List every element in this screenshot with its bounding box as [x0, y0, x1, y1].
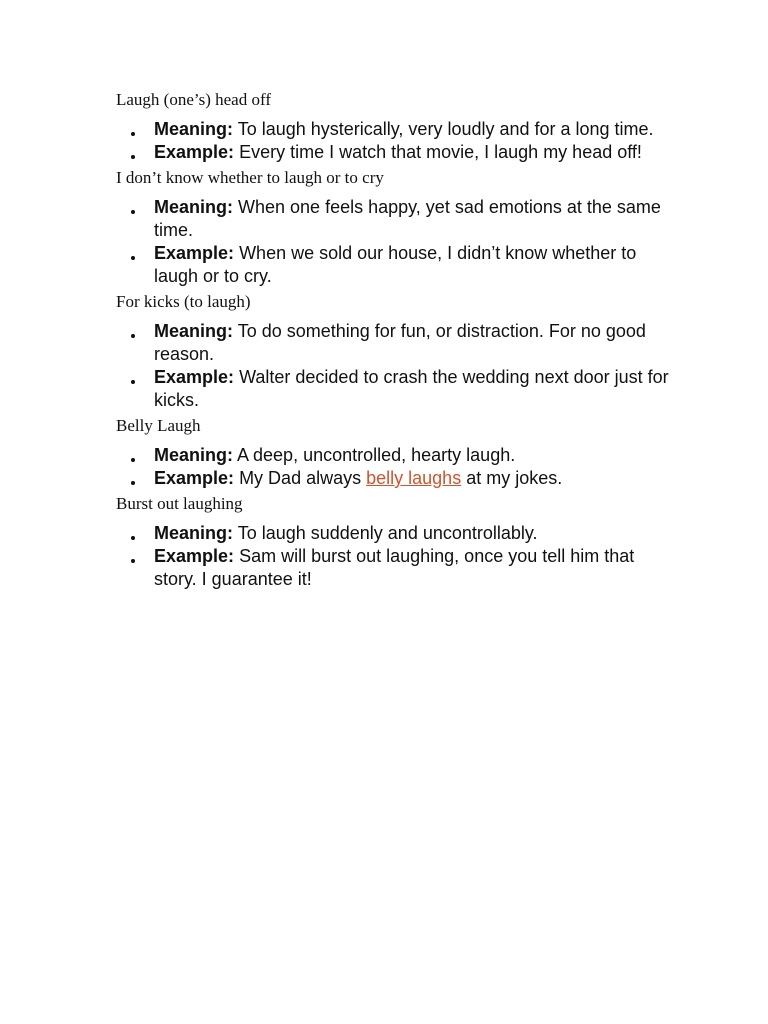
meaning-label: Meaning:: [154, 119, 233, 139]
document-page: [116, 88, 676, 593]
example-text-before: My Dad always: [239, 468, 362, 488]
example-item: [116, 242, 676, 288]
idiom-section: [116, 88, 676, 164]
example-text: When we sold our house, I didn’t know whether to laugh or to cry.: [154, 243, 637, 286]
meaning-item: [116, 522, 676, 545]
example-label: Example:: [154, 367, 235, 387]
idiom-details-list: [116, 118, 676, 164]
meaning-text: To laugh suddenly and uncontrollably.: [237, 523, 538, 543]
idiom-heading: Belly Laugh: [116, 416, 201, 435]
example-text: Every time I watch that movie, I laugh my head off!: [239, 142, 642, 162]
meaning-label: Meaning:: [154, 321, 233, 341]
example-label: Example:: [154, 546, 235, 566]
meaning-label: Meaning:: [154, 445, 233, 465]
meaning-text: To laugh hysterically, very loudly and for a long time.: [237, 119, 654, 139]
example-text: Sam will burst out laughing, once you tell him that story. I guarantee it!: [154, 546, 635, 589]
idiom-heading: Laugh (one’s) head off: [116, 90, 271, 109]
example-item: [116, 141, 676, 164]
example-label: Example:: [154, 142, 235, 162]
idiom-details-list: [116, 196, 676, 288]
idiom-details-list: [116, 444, 676, 490]
meaning-item: [116, 196, 676, 242]
example-label: Example:: [154, 468, 235, 488]
example-item: [116, 545, 676, 591]
belly-laughs-link[interactable]: belly laughs: [366, 468, 462, 488]
idiom-section: [116, 166, 676, 288]
meaning-text: When one feels happy, yet sad emotions at the same time.: [154, 197, 661, 240]
idiom-section: [116, 290, 676, 412]
meaning-text: To do something for fun, or distraction. For no good reason.: [154, 321, 646, 364]
meaning-label: Meaning:: [154, 197, 233, 217]
idiom-heading: For kicks (to laugh): [116, 292, 251, 311]
idiom-section: [116, 492, 676, 591]
idiom-heading: Burst out laughing: [116, 494, 243, 513]
idiom-heading: I don’t know whether to laugh or to cry: [116, 168, 384, 187]
example-item: [116, 366, 676, 412]
example-label: Example:: [154, 243, 235, 263]
idiom-details-list: [116, 522, 676, 591]
meaning-item: [116, 118, 676, 141]
meaning-item: [116, 444, 676, 467]
meaning-item: [116, 320, 676, 366]
meaning-label: Meaning:: [154, 523, 233, 543]
idiom-details-list: [116, 320, 676, 412]
example-item: [116, 467, 676, 490]
example-text-after: at my jokes.: [466, 468, 563, 488]
meaning-text: A deep, uncontrolled, hearty laugh.: [237, 445, 516, 465]
example-text: Walter decided to crash the wedding next door just for kicks.: [154, 367, 669, 410]
idiom-section: [116, 414, 676, 490]
